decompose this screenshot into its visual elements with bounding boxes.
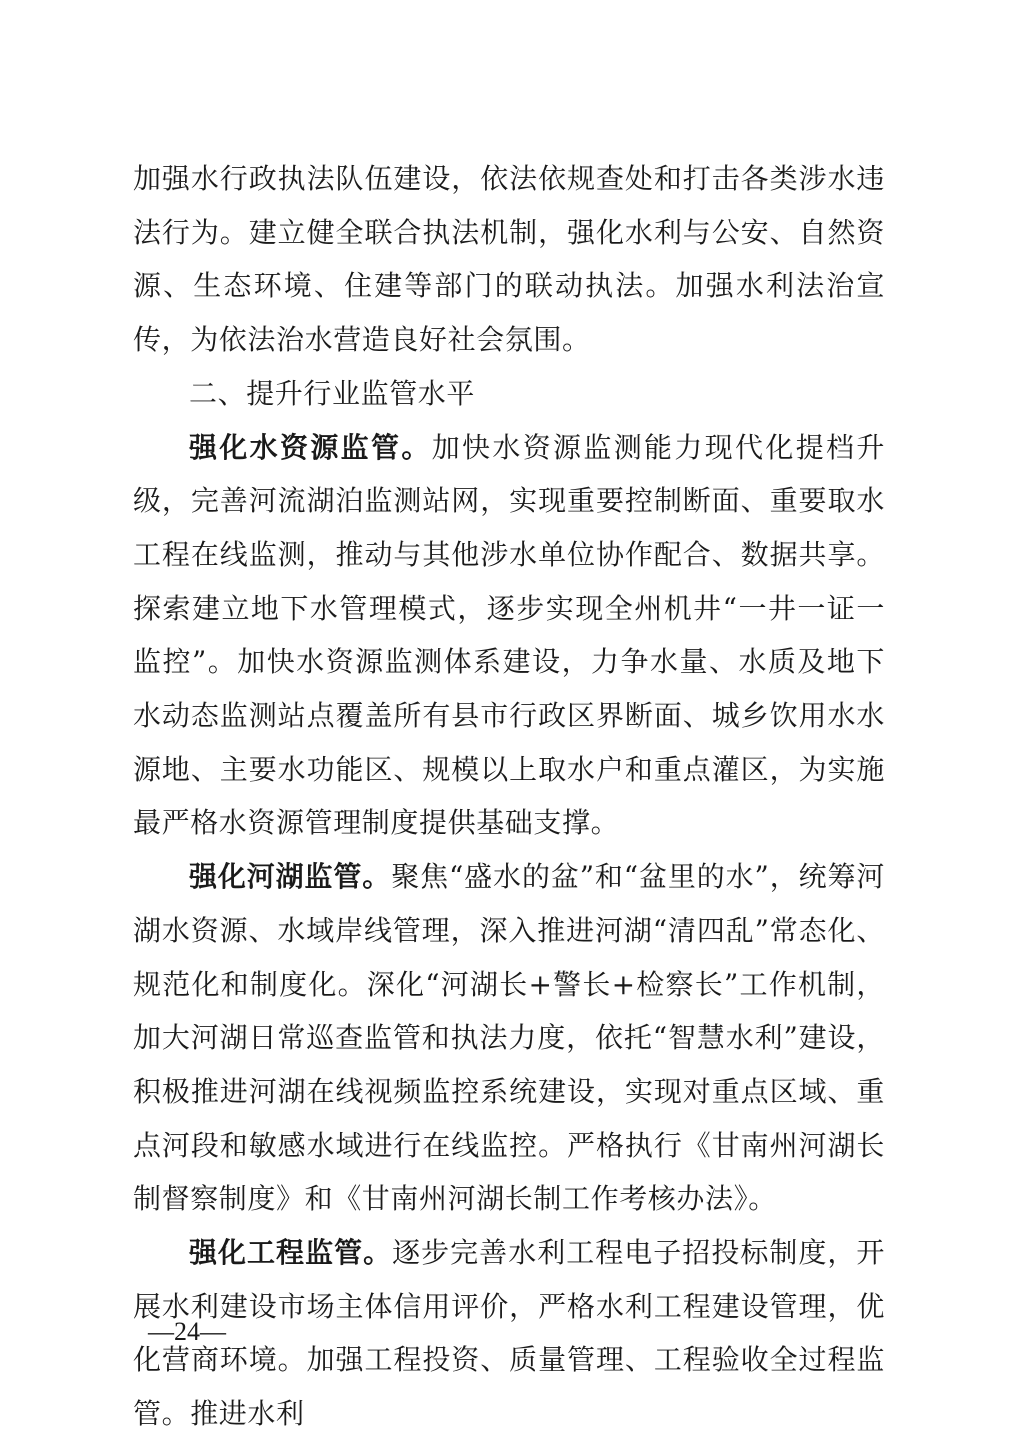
section-heading: 二、提升行业监管水平 bbox=[189, 376, 476, 410]
paragraph-water-resources bbox=[133, 421, 885, 851]
paragraph-body: 加快水资源监测能力现代化提档升级，完善河流湖泊监测站网，实现重要控制断面、重要取水工程在线监测，推动与其他涉水单位协作配合、数据共享。探索建立地下水管理模式，逐步实现全州机井“一井一证一监控”。加快水资源监测体系建设，力争水量、水质及地下水动态监测站点覆盖所有县市行政区界断面、城乡饮用水水源地、主要水功能区、规模以上取水户和重点灌区，为实施最严格水资源管理制度提供基础支撑。 bbox=[133, 430, 885, 840]
document-body bbox=[133, 152, 885, 1441]
paragraph-rivers-lakes bbox=[133, 850, 885, 1226]
paragraph-lead: 强化水资源监管。 bbox=[189, 430, 432, 464]
page-number: —24— bbox=[148, 1317, 226, 1346]
paragraph-body: 聚焦“盛水的盆”和“盆里的水”，统筹河湖水资源、水域岸线管理，深入推进河湖“清四乱”常态化、规范化和制度化。深化“河湖长+警长+检察长”工作机制，加大河湖日常巡查监管和执法力度，依托“智慧水利”建设，积极推进河湖在线视频监控系统建设，实现对重点区域、重点河段和敏感水域进行在线监控。严格执行《甘南州河湖长制督察制度》和《甘南州河湖长制工作考核办法》。 bbox=[133, 860, 885, 1216]
paragraph-lead: 强化工程监管。 bbox=[189, 1236, 393, 1270]
paragraph-engineering bbox=[133, 1226, 885, 1441]
paragraph-continuation: 加强水行政执法队伍建设，依法依规查处和打击各类涉水违法行为。建立健全联合执法机制，强化水利与公安、自然资源、生态环境、住建等部门的联动执法。加强水利法治宣传，为依法治水营造良好社会氛围。 bbox=[133, 162, 885, 357]
paragraph-lead: 强化河湖监管。 bbox=[189, 860, 392, 894]
paragraph-body: 逐步完善水利工程电子招投标制度，开展水利建设市场主体信用评价，严格水利工程建设管理，优化营商环境。加强工程投资、质量管理、工程验收全过程监管。推进水利 bbox=[133, 1236, 886, 1431]
